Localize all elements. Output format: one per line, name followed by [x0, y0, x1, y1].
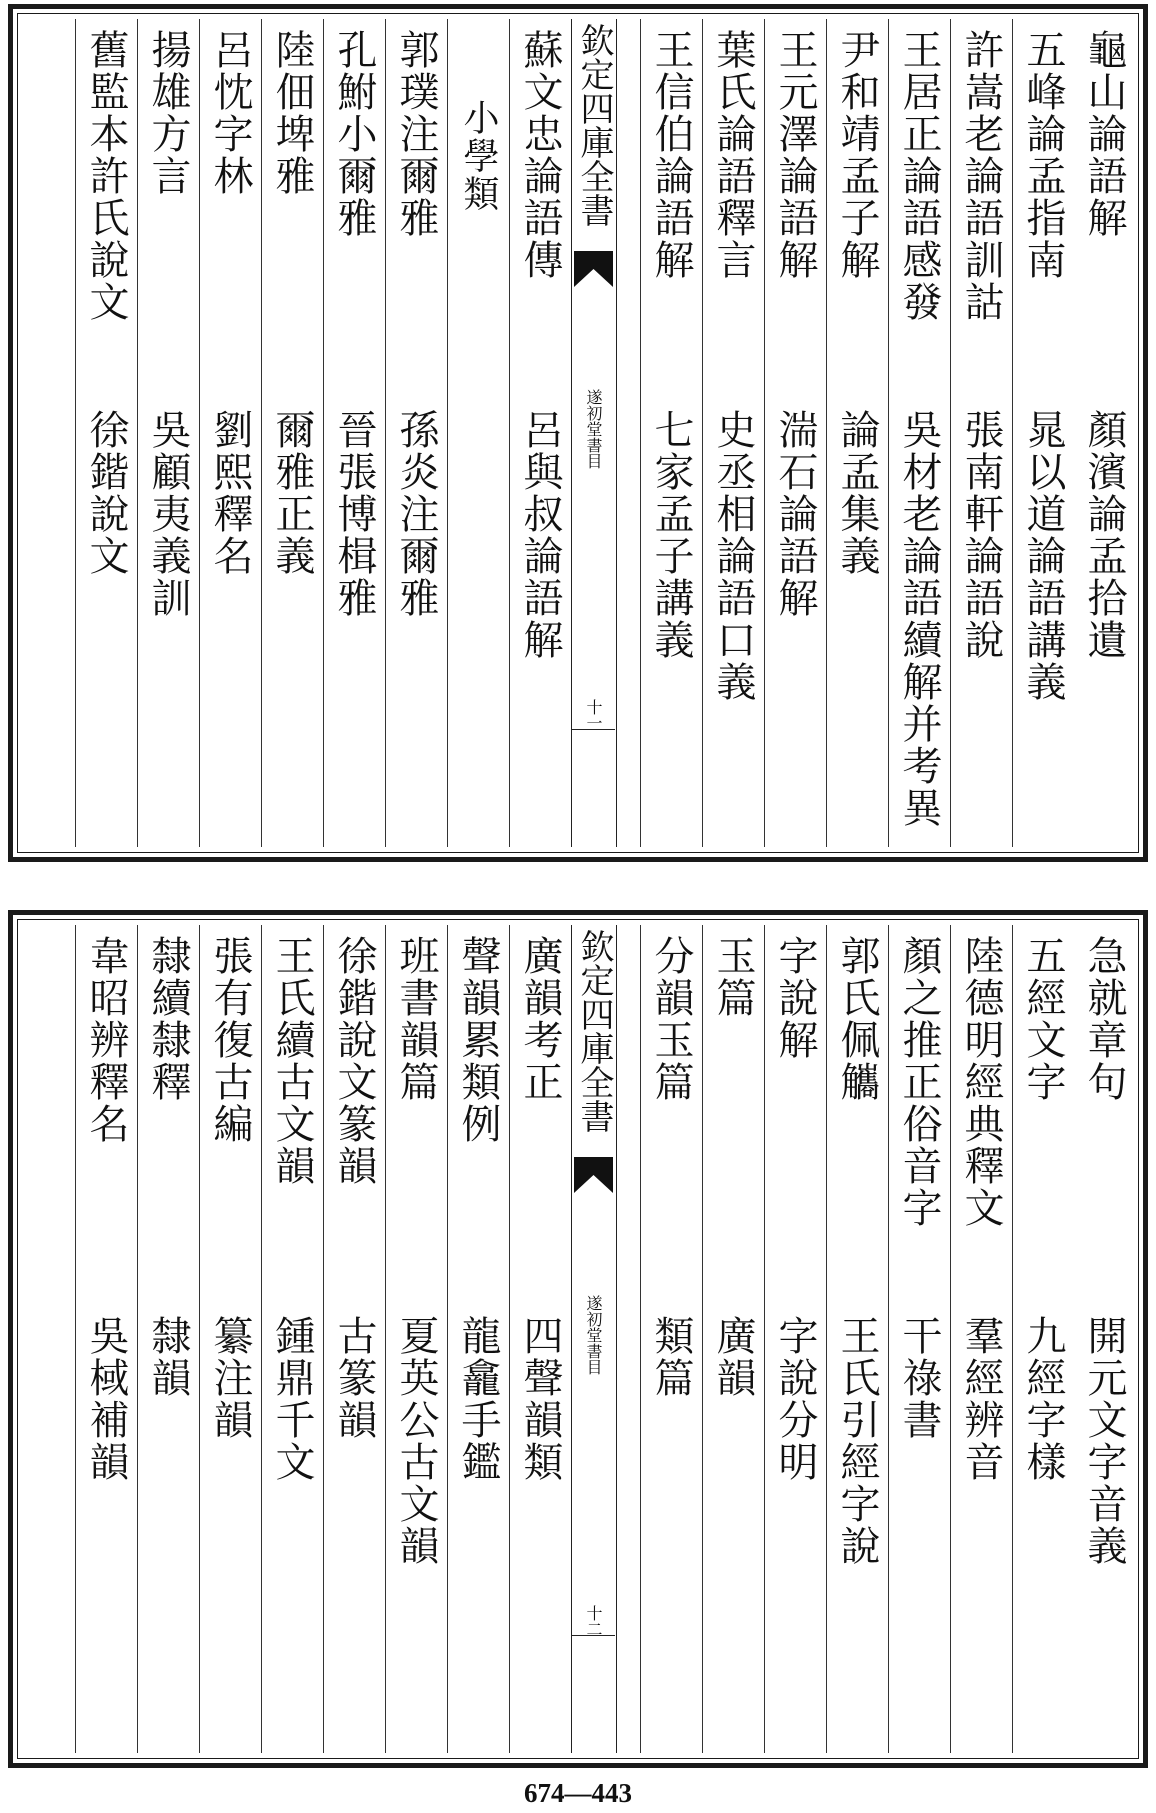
book-title: 孫炎注爾雅 [393, 409, 439, 619]
center-title: 欽定四庫全書 [574, 929, 614, 1133]
book-title: 韋昭辨釋名 [83, 935, 129, 1145]
center-rule [572, 729, 615, 730]
book-title: 字說分明 [772, 1315, 818, 1483]
book-title: 顏濱論孟拾遺 [1081, 409, 1127, 661]
book-title: 玉篇 [710, 935, 756, 1019]
entry-column [640, 925, 700, 1753]
entry-column [702, 925, 762, 1753]
entry-column [199, 925, 259, 1753]
entry-column [75, 925, 135, 1753]
book-title: 孔鮒小爾雅 [331, 29, 377, 239]
book-title: 許嵩老論語訓詁 [958, 29, 1004, 323]
entry-column [1012, 19, 1072, 847]
entry-column [826, 925, 886, 1753]
entry-column [385, 925, 445, 1753]
book-title: 王居正論語感發 [896, 29, 942, 323]
entry-column [950, 925, 1010, 1753]
center-page-number: 十二 [584, 1605, 603, 1637]
book-title: 班書韻篇 [393, 935, 439, 1103]
center-title: 欽定四庫全書 [574, 23, 614, 227]
entry-column [702, 19, 762, 847]
entry-column [385, 19, 445, 847]
entry-column [509, 925, 569, 1753]
book-title: 龍龕手鑑 [455, 1315, 501, 1483]
center-fold-column [571, 19, 617, 847]
book-title: 徐鍇說文篆韻 [331, 935, 377, 1187]
entry-column [261, 19, 321, 847]
fishtail-mark-icon [574, 1157, 613, 1193]
book-title: 四聲韻類 [517, 1315, 563, 1483]
category-heading: 小學類 [458, 99, 499, 213]
entry-column [261, 925, 321, 1753]
entry-column [826, 19, 886, 847]
book-title: 葉氏論語釋言 [710, 29, 756, 281]
book-title: 蘇文忠論語傳 [517, 29, 563, 281]
book-title: 夏英公古文韻 [393, 1315, 439, 1567]
book-title: 吳材老論語續解并考異 [896, 409, 942, 829]
entry-column [640, 19, 700, 847]
center-subtitle: 遂初堂書目 [584, 1295, 603, 1375]
book-title: 晉張博楫雅 [331, 409, 377, 619]
category-heading-column [447, 19, 507, 847]
page-block-top [8, 4, 1148, 862]
center-subtitle: 遂初堂書目 [584, 389, 603, 469]
book-title: 龜山論語解 [1081, 29, 1127, 239]
entry-column [764, 19, 824, 847]
entry-column [950, 19, 1010, 847]
page-number: 674—443 [524, 1778, 632, 1808]
entry-column [137, 19, 197, 847]
book-title: 尹和靖孟子解 [834, 29, 880, 281]
center-fold-column [571, 925, 617, 1753]
center-page-number: 十一 [584, 699, 603, 731]
entry-column [323, 19, 383, 847]
book-title: 陸佃埤雅 [269, 29, 315, 197]
book-title: 爾雅正義 [269, 409, 315, 577]
book-title: 呂與叔論語解 [517, 409, 563, 661]
book-title: 郭璞注爾雅 [393, 29, 439, 239]
center-rule [572, 1635, 615, 1636]
book-title: 郭氏佩觿 [834, 935, 880, 1103]
book-title: 纂注韻 [207, 1315, 253, 1441]
entry-column [199, 19, 259, 847]
book-title: 揚雄方言 [145, 29, 191, 197]
book-title: 顏之推正俗音字 [896, 935, 942, 1229]
book-title: 字說解 [772, 935, 818, 1061]
entry-column [323, 925, 383, 1753]
entry-column [888, 19, 948, 847]
book-title: 五峰論孟指南 [1020, 29, 1066, 281]
book-title: 鍾鼎千文 [269, 1315, 315, 1483]
book-title: 五經文字 [1020, 935, 1066, 1103]
book-title: 吳棫補韻 [83, 1315, 129, 1483]
book-title: 干祿書 [896, 1315, 942, 1441]
book-title: 王氏引經字說 [834, 1315, 880, 1567]
book-title: 晁以道論語講義 [1020, 409, 1066, 703]
book-title: 呂忱字林 [207, 29, 253, 197]
entry-column [1074, 925, 1134, 1753]
entry-column [1074, 19, 1134, 847]
entry-column [75, 19, 135, 847]
book-title: 廣韻 [710, 1315, 756, 1399]
book-title: 舊監本許氏說文 [83, 29, 129, 323]
book-title: 王信伯論語解 [648, 29, 694, 281]
book-title: 陸德明經典釋文 [958, 935, 1004, 1229]
book-title: 急就章句 [1081, 935, 1127, 1103]
book-title: 張南軒論語說 [958, 409, 1004, 661]
book-title: 隸韻 [145, 1315, 191, 1399]
book-title: 七家孟子講義 [648, 409, 694, 661]
entry-column [1012, 925, 1072, 1753]
entry-column [888, 925, 948, 1753]
entry-column [137, 925, 197, 1753]
book-title: 論孟集義 [834, 409, 880, 577]
book-title: 劉熙釋名 [207, 409, 253, 577]
entry-column [447, 925, 507, 1753]
book-title: 湍石論語解 [772, 409, 818, 619]
book-title: 徐鍇說文 [83, 409, 129, 577]
book-title: 古篆韻 [331, 1315, 377, 1441]
book-title: 類篇 [648, 1315, 694, 1399]
book-title: 王元澤論語解 [772, 29, 818, 281]
page-block-bottom [8, 910, 1148, 1768]
book-title: 吳顧夷義訓 [145, 409, 191, 619]
book-title: 九經字樣 [1020, 1315, 1066, 1483]
book-title: 隸續隸釋 [145, 935, 191, 1103]
book-title: 史丞相論語口義 [710, 409, 756, 703]
entry-column [509, 19, 569, 847]
book-title: 羣經辨音 [958, 1315, 1004, 1483]
book-title: 開元文字音義 [1081, 1315, 1127, 1567]
book-title: 王氏續古文韻 [269, 935, 315, 1187]
entry-column [764, 925, 824, 1753]
book-title: 廣韻考正 [517, 935, 563, 1103]
book-title: 分韻玉篇 [648, 935, 694, 1103]
book-title: 張有復古編 [207, 935, 253, 1145]
fishtail-mark-icon [574, 251, 613, 287]
book-title: 聲韻累類例 [455, 935, 501, 1145]
